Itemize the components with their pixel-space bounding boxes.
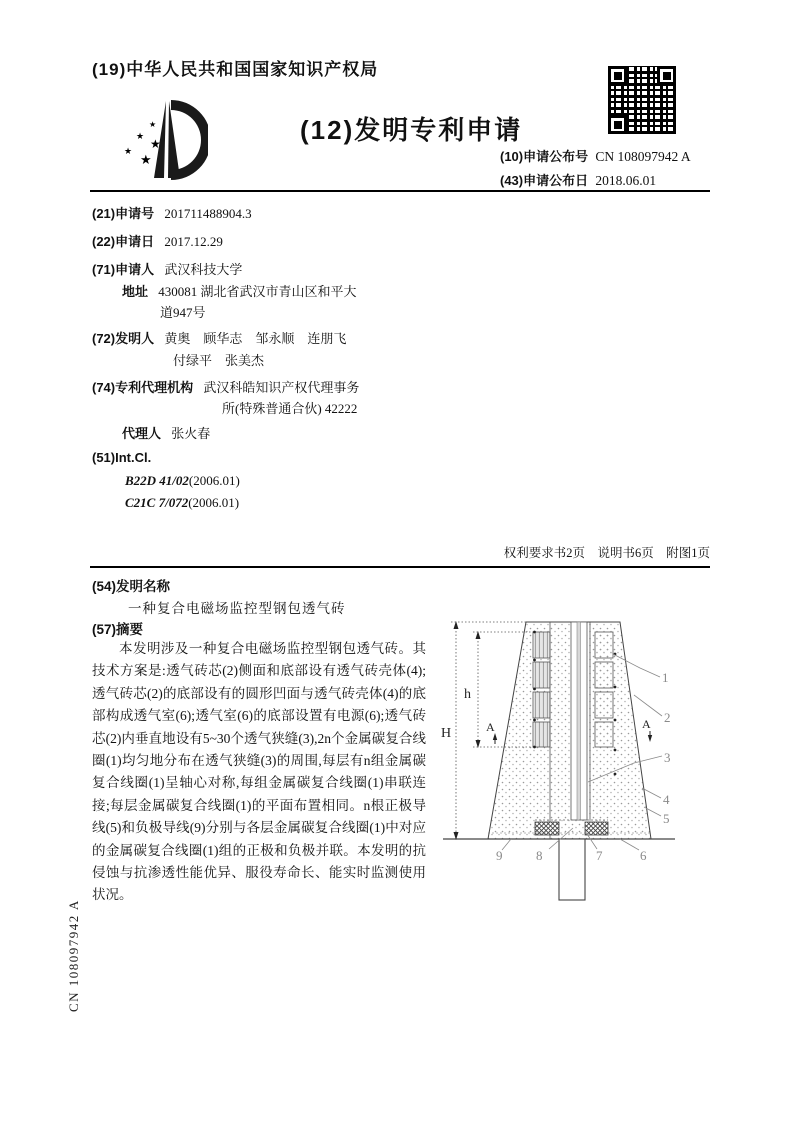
application-date-value: 2017.12.29 <box>164 234 223 249</box>
intcl-rest-2: (2006.01) <box>188 495 240 510</box>
inventors-line1: 黄奥 顾华志 邹永顺 连朋飞 <box>164 331 347 346</box>
intcl-label: (51)Int.Cl. <box>92 450 152 465</box>
dim-h-arrow-top <box>476 631 481 639</box>
cnipa-logo-icon <box>116 94 208 189</box>
part-label-2: 2 <box>664 710 671 725</box>
address-line2: 道947号 <box>160 305 206 320</box>
address-line1: 430081 湖北省武汉市青山区和平大 <box>158 284 357 299</box>
publication-date-label: (43)申请公布日 <box>500 173 589 188</box>
agency-row <box>92 377 359 396</box>
application-number-label: (21)申请号 <box>92 206 155 221</box>
applicant-label: (71)申请人 <box>92 262 155 277</box>
section-mark-right: A <box>642 717 651 731</box>
address-row-2 <box>160 302 206 321</box>
logo-star: ★ <box>140 152 152 167</box>
chamber-block-left <box>535 822 559 835</box>
intcl-row <box>92 450 151 466</box>
part-label-9: 9 <box>496 848 503 863</box>
intcl-entry-1 <box>125 473 240 489</box>
part-label-8: 8 <box>536 848 543 863</box>
publication-number-value: CN 108097942 A <box>595 149 691 164</box>
agent-label: 代理人 <box>122 426 162 441</box>
address-row <box>122 281 357 300</box>
dim-h-label: h <box>464 687 471 702</box>
gas-slit <box>577 622 581 820</box>
qr-code-icon <box>608 66 676 134</box>
agent-value: 张火春 <box>171 426 211 441</box>
pages-info: 权利要求书2页 说明书6页 附图1页 <box>503 546 710 560</box>
part-label-3: 3 <box>664 750 671 765</box>
application-number-value: 201711488904.3 <box>164 206 252 221</box>
agency-row-2 <box>222 398 357 417</box>
application-number-row <box>92 203 252 222</box>
part-label-5: 5 <box>663 811 670 826</box>
inventors-label: (72)发明人 <box>92 331 155 346</box>
invention-title: 一种复合电磁场监控型钢包透气砖 <box>128 601 346 616</box>
agency-label: (74)专利代理机构 <box>92 380 194 395</box>
section-arrowhead-right <box>648 735 652 742</box>
patent-drawing <box>438 592 718 922</box>
inventors-line2: 付绿平 张美杰 <box>173 353 265 368</box>
publication-date-row <box>500 170 656 189</box>
header-divider <box>90 190 710 192</box>
agency-line1: 武汉科皓知识产权代理事务 <box>203 380 360 395</box>
qr-finder-icon <box>608 66 627 85</box>
inventors-row-2 <box>173 350 264 369</box>
intcl-code-1: B22D 41/02 <box>125 473 189 488</box>
publication-number-label: (10)申请公布号 <box>500 149 589 164</box>
part-label-6: 6 <box>640 848 647 863</box>
logo-star: ★ <box>149 120 157 129</box>
intcl-code-2: C21C 7/072 <box>125 495 189 510</box>
part-label-7: 7 <box>596 848 603 863</box>
part-label-4: 4 <box>663 792 670 807</box>
section-mark-left: A <box>486 720 495 734</box>
section-divider <box>90 566 710 568</box>
dim-H-arrow-top <box>454 621 459 629</box>
qr-finder-icon <box>608 115 627 134</box>
publication-date-value: 2018.06.01 <box>595 173 657 188</box>
logo-star: ★ <box>150 137 161 151</box>
agent-row <box>122 423 210 442</box>
issuing-office: (19)中华人民共和国国家知识产权局 <box>92 60 379 79</box>
side-publication-code: CN 108097942 A <box>66 899 81 1012</box>
intcl-rest-1: (2006.01) <box>188 473 240 488</box>
inventors-row <box>92 328 346 347</box>
qr-finder-icon <box>657 66 676 85</box>
agency-line2: 所(特殊普通合伙) 42222 <box>222 401 358 416</box>
address-label: 地址 <box>122 284 149 299</box>
gas-inlet-stem <box>559 839 585 900</box>
logo-star: ★ <box>124 146 133 156</box>
part-label-1: 1 <box>662 670 669 685</box>
applicant-value: 武汉科技大学 <box>164 262 243 277</box>
intcl-entry-2 <box>125 495 239 511</box>
plug-shell-outline <box>488 622 651 839</box>
document-type: (12)发明专利申请 <box>300 115 523 145</box>
applicant-row <box>92 259 242 278</box>
application-date-row <box>92 231 223 250</box>
abstract-section-label: (57)摘要 <box>92 622 144 637</box>
abstract-text: 本发明涉及一种复合电磁场监控型钢包透气砖。其技术方案是:透气砖芯(2)侧面和底部设有透气砖壳体(4);透气砖芯(2)的底部设有的圆形凹面与透气砖壳体(4)的底部构成透气室(6);透气室(6)的底部设置有电源(6);透气砖芯(2)内垂直地设有5~30个透气狭缝(3),2n个金属碳复合线圈(1)均匀地分布在透气狭缝(3)的周围,每层有n组金属碳复合线圈(1)呈轴心对称,每组金属碳复合线圈(1)串联连接;每层金属碳复合线圈(1)的平面布置相同。n根正极导线(5)和负极导线(9)分别与各层金属碳复合线圈(1)中对应的金属碳复合线圈(1)组的正极和负极并联。本发明的抗侵蚀与抗渗透性能优异、服役寿命长、能实时监测使用状况。 <box>92 641 426 903</box>
application-date-label: (22)申请日 <box>92 234 155 249</box>
title-section-label: (54)发明名称 <box>92 579 171 594</box>
logo-star: ★ <box>136 131 145 141</box>
publication-number-row <box>500 146 691 165</box>
section-arrowhead-left <box>493 733 497 740</box>
logo-pillar-right <box>168 101 180 178</box>
dim-h-arrow-bottom <box>476 740 481 748</box>
dim-H-label: H <box>441 726 452 741</box>
